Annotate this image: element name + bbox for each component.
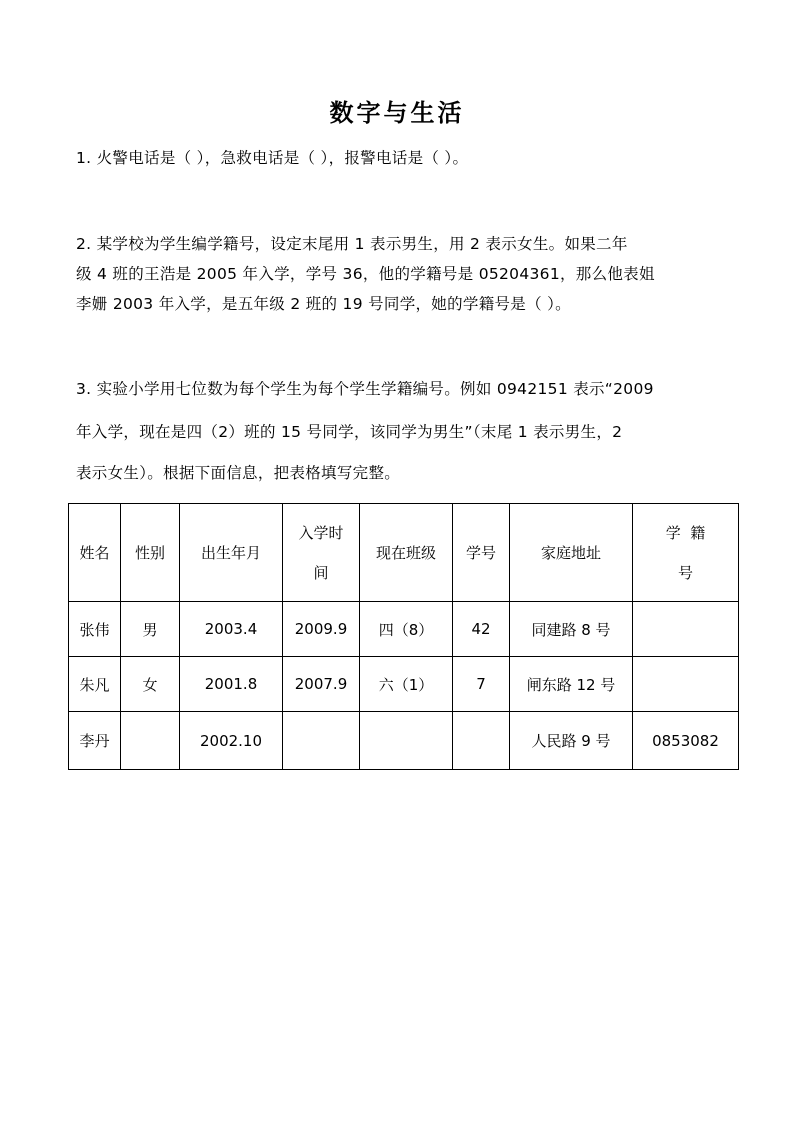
cell-name: 朱凡: [69, 657, 121, 712]
header-class: 现在班级: [360, 504, 453, 602]
cell-class: 四（8）: [360, 602, 453, 657]
cell-address: 同建路 8 号: [510, 602, 633, 657]
header-enroll: [283, 504, 360, 602]
cell-number[interactable]: [453, 712, 510, 770]
question-3-line-2: 年入学，现在是四（2）班的 15 号同学，该同学为男生”（末尾 1 表示男生，2: [76, 423, 623, 441]
cell-number: 42: [453, 602, 510, 657]
table-row: [69, 712, 739, 770]
cell-gender[interactable]: [121, 712, 180, 770]
cell-address: 闸东路 12 号: [510, 657, 633, 712]
header-birth: 出生年月: [180, 504, 283, 602]
header-id-bottom: 号: [677, 563, 693, 582]
cell-student-id[interactable]: [633, 602, 739, 657]
cell-class: 六（1）: [360, 657, 453, 712]
table-header-row: [69, 504, 739, 602]
table-row: [69, 602, 739, 657]
cell-name: 李丹: [69, 712, 121, 770]
cell-name: 张伟: [69, 602, 121, 657]
cell-birth: 2001.8: [180, 657, 283, 712]
header-gender: 性别: [121, 504, 180, 602]
header-number: 学号: [453, 504, 510, 602]
cell-enroll: 2009.9: [283, 602, 360, 657]
header-enroll-top: 入学时: [298, 523, 344, 542]
cell-student-id[interactable]: [633, 657, 739, 712]
header-student-id: [633, 504, 739, 602]
cell-student-id: 0853082: [633, 712, 739, 770]
cell-gender: 女: [121, 657, 180, 712]
cell-number: 7: [453, 657, 510, 712]
cell-enroll[interactable]: [283, 712, 360, 770]
table-row: [69, 657, 739, 712]
student-info-table: [68, 503, 739, 770]
cell-class[interactable]: [360, 712, 453, 770]
page-title: 数字与生活: [329, 98, 465, 127]
header-enroll-bottom: 间: [313, 563, 329, 582]
header-address: 家庭地址: [510, 504, 633, 602]
cell-birth: 2003.4: [180, 602, 283, 657]
cell-gender: 男: [121, 602, 180, 657]
question-3-line-1: 3. 实验小学用七位数为每个学生为每个学生学籍编号。例如 0942151 表示“2009: [76, 380, 654, 398]
question-2-line-2: 级 4 班的王浩是 2005 年入学，学号 36，他的学籍号是 05204361，那么他表姐: [76, 265, 655, 283]
header-id-top: 学 籍: [665, 523, 706, 542]
header-name: 姓名: [69, 504, 121, 602]
cell-address: 人民路 9 号: [510, 712, 633, 770]
question-1: 1. 火警电话是（ ），急救电话是（ ），报警电话是（ ）。: [76, 149, 469, 167]
cell-enroll: 2007.9: [283, 657, 360, 712]
cell-birth: 2002.10: [180, 712, 283, 770]
question-3-line-3: 表示女生）。根据下面信息，把表格填写完整。: [76, 464, 401, 482]
question-2-line-3: 李姗 2003 年入学，是五年级 2 班的 19 号同学，她的学籍号是（ ）。: [76, 295, 571, 313]
question-2-line-1: 2. 某学校为学生编学籍号，设定末尾用 1 表示男生，用 2 表示女生。如果二年: [76, 235, 628, 253]
